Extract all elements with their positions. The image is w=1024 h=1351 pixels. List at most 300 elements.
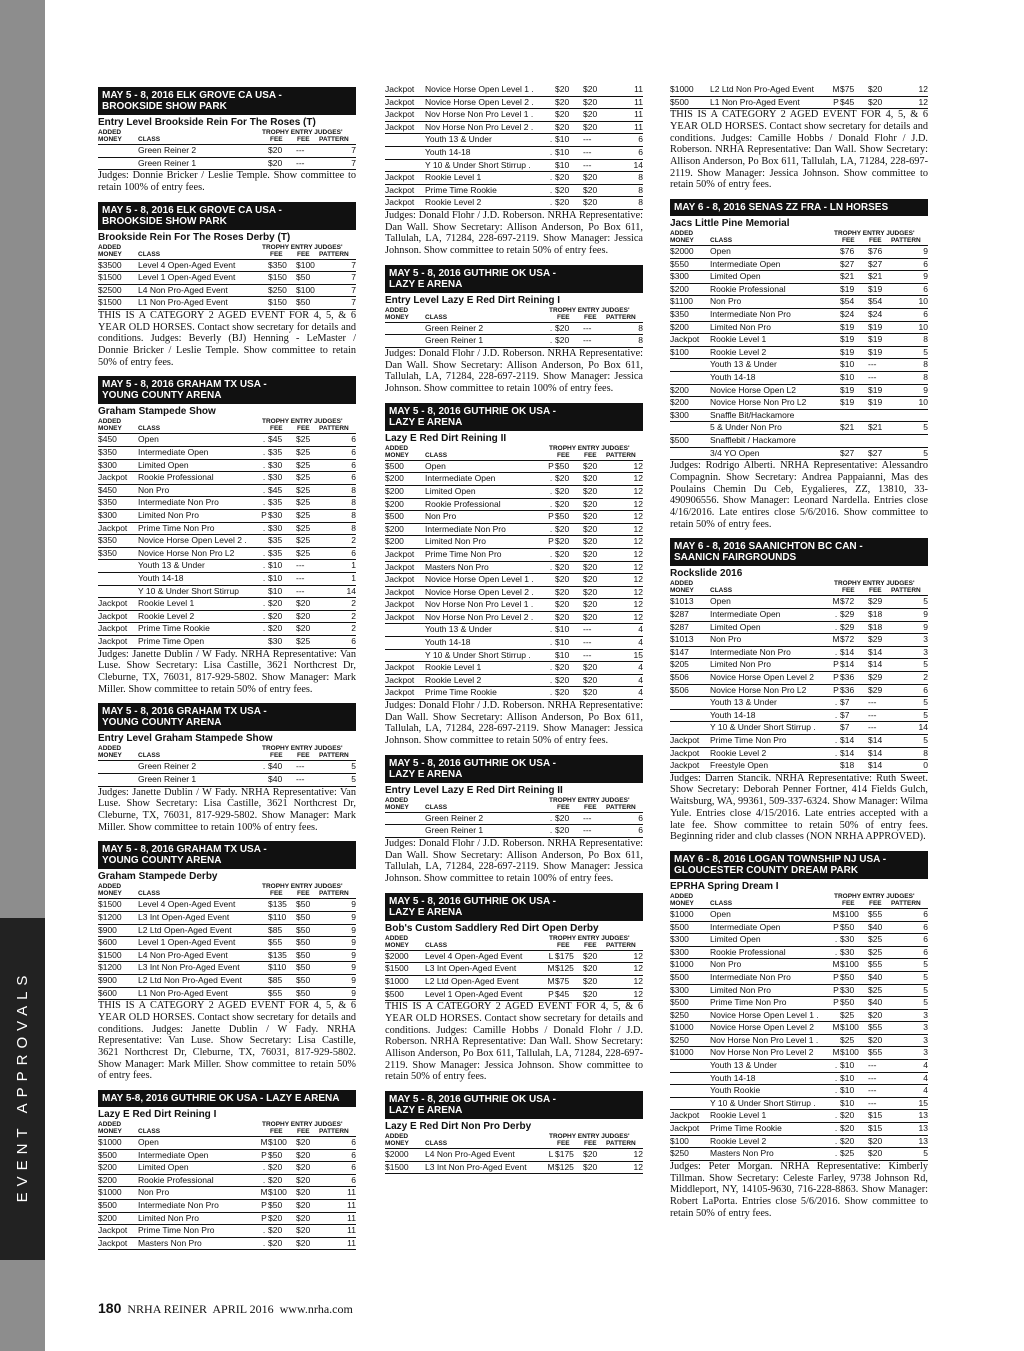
- event-header-line: MAY 6 - 8, 2016 LOGAN TOWNSHIP NJ USA -: [674, 853, 887, 865]
- event-header-line: YOUNG COUNTY ARENA: [102, 855, 222, 867]
- event-header-line: YOUNG COUNTY ARENA: [102, 390, 222, 402]
- added-money-cell: $205: [670, 659, 689, 670]
- pattern-cell: 9: [351, 937, 356, 948]
- entry-fee-cell: $30: [268, 522, 283, 533]
- class-cell: Nov Horse Non Pro Level 2: [710, 1047, 814, 1058]
- added-money-cell: $200: [385, 498, 404, 509]
- entry-fee-cell: $76: [840, 246, 855, 257]
- judges-fee-cell: $25: [296, 535, 311, 546]
- type-cell: [832, 448, 840, 460]
- money-header: MONEY: [385, 941, 409, 949]
- judges-fee-cell: $29: [868, 671, 883, 682]
- pattern-cell: 11: [347, 1237, 356, 1248]
- column-1: [98, 84, 356, 1250]
- judges-fee-cell: $18: [868, 621, 883, 632]
- judges-fee-cell: ---: [583, 637, 592, 648]
- added-money-cell: $1500: [385, 963, 409, 974]
- entry-fee-cell: $20: [268, 157, 283, 168]
- judges-fee-cell: $20: [296, 1149, 311, 1160]
- pattern-cell: 5: [923, 709, 928, 720]
- entry-fee-cell: $20: [555, 536, 570, 547]
- pattern-cell: 6: [923, 309, 928, 320]
- pattern-cell: 3: [923, 634, 928, 645]
- added-money-cell: Jackpot: [385, 599, 415, 610]
- class-cell: Prime Time Non Pro: [710, 997, 787, 1008]
- judges-fee-cell: $25: [296, 434, 311, 445]
- judges-fee-cell: $20: [868, 84, 883, 94]
- judges-fee-cell: $14: [868, 646, 883, 657]
- type-cell: .: [262, 459, 266, 470]
- entry-fee-cell: $21: [840, 271, 855, 282]
- event-block: [98, 202, 356, 369]
- table-row: [385, 599, 643, 612]
- money-header: MONEY: [385, 1140, 409, 1148]
- added-money-cell: $1200: [98, 911, 122, 922]
- added-money-cell: $2500: [98, 284, 122, 295]
- judges-fee-cell: $15: [868, 1110, 883, 1121]
- class-cell: Nov Horse Non Pro Level 1 .: [425, 109, 534, 120]
- added-money-cell: Jackpot: [385, 674, 415, 685]
- type-cell: .: [549, 523, 553, 534]
- pattern-cell: 5: [923, 596, 928, 607]
- entry-fee-cell: $100: [268, 1187, 287, 1198]
- entry-fee-cell: $50: [840, 971, 855, 982]
- pattern-cell: 4: [638, 687, 643, 698]
- fee-header: FEE: [297, 136, 310, 143]
- entry-fee-cell: $45: [555, 988, 570, 999]
- show-name: Brookside Rein For The Roses Derby (T): [98, 231, 291, 243]
- type-cell: [832, 1035, 840, 1047]
- entry-fee-cell: $20: [840, 1110, 855, 1121]
- added-money-cell: $300: [670, 984, 689, 995]
- entry-fee-cell: $30: [840, 946, 855, 957]
- added-money-cell: [385, 160, 425, 172]
- event-header-line: SAANICN FAIRGROUNDS: [674, 552, 797, 564]
- type-cell: .: [834, 747, 838, 758]
- table-row: [670, 1136, 928, 1149]
- added-money-cell: $506: [670, 671, 689, 682]
- entry-fee-cell: $175: [555, 1149, 574, 1160]
- table-row: [98, 1225, 356, 1238]
- class-cell: Limited Open: [138, 1162, 189, 1173]
- class-cell: Novice Horse Open Level 2: [710, 1022, 814, 1033]
- table-row: [670, 622, 928, 635]
- table-header-row: [98, 251, 356, 258]
- added-money-cell: Jackpot: [385, 184, 415, 195]
- class-cell: Nov Horse Non Pro Level 2 .: [425, 121, 534, 132]
- judges-fee-cell: $20: [583, 473, 598, 484]
- table-row: [385, 650, 643, 663]
- issue-date: APRIL 2016: [212, 1302, 274, 1316]
- entry-fee-cell: $20: [555, 574, 570, 585]
- judges-fee-cell: $25: [296, 484, 311, 495]
- pattern-cell: 14: [633, 159, 643, 170]
- class-cell: Limited Non Pro: [710, 659, 771, 670]
- added-money-cell: $900: [98, 924, 117, 935]
- added-money-cell: $200: [385, 485, 404, 496]
- fee-header: FEE: [270, 250, 283, 258]
- pattern-header: PATTERN: [319, 752, 349, 760]
- show-name: Bob's Custom Saddlery Red Dirt Open Derby: [385, 922, 599, 934]
- event-note: Judges: Donnie Bricker / Leslie Temple. Show committee to retain 100% of entry fees.: [98, 170, 356, 193]
- entry-fee-cell: $110: [268, 962, 287, 973]
- fee-header: FEE: [557, 1140, 570, 1148]
- event-block: [385, 893, 643, 1083]
- event-header-line: LAZY E ARENA: [389, 768, 463, 780]
- judges-fee-cell: $25: [296, 635, 311, 646]
- class-cell: L3 Int Open-Aged Event: [138, 911, 230, 922]
- judges-fee-cell: $20: [583, 184, 598, 195]
- entry-fee-cell: $85: [268, 924, 283, 935]
- class-cell: Intermediate Non Pro: [710, 309, 791, 320]
- added-money-cell: Jackpot: [670, 747, 700, 758]
- pattern-cell: 2: [351, 598, 356, 609]
- added-header: ADDED: [670, 580, 694, 588]
- table-header-row: [670, 237, 928, 244]
- table-header-row: [385, 935, 643, 942]
- table-row: [670, 672, 928, 685]
- table-row: [385, 122, 643, 135]
- class-cell: Youth 13 & Under: [138, 560, 205, 571]
- class-cell: Limited Open: [138, 459, 189, 470]
- entry-fee-cell: $150: [268, 272, 287, 283]
- trophy-entry-judges-header: TROPHY ENTRY JUDGES': [549, 306, 630, 314]
- table-row: [670, 334, 928, 347]
- table-row: [98, 497, 356, 510]
- trophy-entry-judges-header: TROPHY ENTRY JUDGES': [262, 418, 343, 426]
- entry-fee-cell: $10: [840, 1097, 855, 1108]
- entry-fee-cell: $10: [555, 146, 570, 157]
- event-header: [385, 1091, 643, 1119]
- type-cell: M: [832, 634, 840, 645]
- pattern-cell: 8: [638, 172, 643, 183]
- event-block: [385, 84, 643, 257]
- entry-fee-cell: $100: [840, 1022, 859, 1033]
- table-header: [98, 745, 356, 761]
- added-money-cell: $147: [670, 646, 689, 657]
- class-cell: Intermediate Non Pro: [138, 1200, 219, 1211]
- table-row: [98, 950, 356, 963]
- event-block: [670, 851, 928, 1219]
- table-row: [670, 1110, 928, 1123]
- entry-fee-cell: $40: [268, 761, 283, 772]
- pattern-cell: 15: [918, 1097, 928, 1108]
- type-cell: .: [834, 646, 838, 657]
- added-money-cell: [670, 722, 710, 734]
- added-money-cell: $200: [670, 283, 689, 294]
- table-row: [98, 962, 356, 975]
- type-cell: [832, 359, 840, 371]
- class-cell: L2 Ltd Open-Aged Event: [425, 976, 519, 987]
- event-block: [670, 199, 928, 530]
- added-header: ADDED: [98, 1121, 122, 1129]
- class-header: CLASS: [710, 237, 733, 245]
- table-row: [670, 735, 928, 748]
- type-cell: .: [549, 548, 553, 559]
- table-row: [385, 185, 643, 198]
- pattern-cell: 10: [918, 321, 928, 332]
- class-cell: Limited Open: [710, 621, 761, 632]
- added-money-cell: $1500: [98, 949, 122, 960]
- added-money-cell: $1500: [98, 272, 122, 283]
- class-cell: Rookie Level 1: [138, 598, 195, 609]
- type-cell: P: [833, 659, 839, 670]
- entry-fee-cell: $25: [840, 1009, 855, 1020]
- event-header-line: MAY 5 - 8, 2016 GUTHRIE OK USA -: [389, 1094, 556, 1106]
- type-cell: .: [262, 1162, 266, 1173]
- header-spacer: [138, 129, 262, 136]
- pattern-cell: 12: [633, 460, 643, 471]
- class-cell: Novice Horse Non Pro L2: [138, 547, 235, 558]
- type-cell: [260, 925, 268, 937]
- pattern-cell: 8: [923, 372, 928, 383]
- entry-fee-cell: $20: [555, 812, 570, 823]
- entry-fee-cell: $10: [268, 573, 283, 584]
- pattern-cell: [902, 410, 928, 422]
- pattern-cell: 8: [638, 184, 643, 195]
- type-cell: .: [262, 1237, 266, 1248]
- entry-fee-cell: $25: [840, 1148, 855, 1159]
- added-money-cell: Jackpot: [98, 623, 128, 634]
- money-header: MONEY: [98, 250, 122, 258]
- pattern-cell: 9: [923, 271, 928, 282]
- entry-fee-cell: $19: [840, 321, 855, 332]
- class-cell: Y 10 & Under Short Stirrup .: [425, 649, 531, 660]
- entry-fee-cell: $20: [555, 335, 570, 346]
- added-money-cell: $350: [98, 497, 117, 508]
- pattern-cell: 8: [351, 510, 356, 521]
- entry-fee-cell: $20: [555, 674, 570, 685]
- added-money-cell: Jackpot: [670, 334, 700, 345]
- table-header-row: [385, 314, 643, 321]
- judges-fee-cell: $25: [868, 984, 883, 995]
- money-header: MONEY: [98, 425, 122, 433]
- type-cell: P: [833, 684, 839, 695]
- fee-header: FEE: [869, 237, 882, 245]
- pattern-header: PATTERN: [319, 250, 349, 258]
- show-name: Entry Level Lazy E Red Dirt Reining I: [385, 294, 561, 306]
- show-name: Graham Stampede Show: [98, 406, 216, 418]
- judges-fee-cell: $20: [583, 586, 598, 597]
- class-cell: Youth 14-18: [425, 637, 471, 648]
- table-row: [98, 586, 356, 599]
- type-cell: P: [261, 510, 267, 521]
- entry-fee-cell: $20: [555, 611, 570, 622]
- judges-fee-cell: $20: [296, 1225, 311, 1236]
- entry-fee-cell: $20: [268, 1225, 283, 1236]
- pattern-cell: 2: [351, 623, 356, 634]
- entry-fee-cell: $20: [840, 1135, 855, 1146]
- table-header-row: [670, 580, 928, 587]
- pattern-cell: 6: [923, 258, 928, 269]
- entry-fee-cell: $7: [840, 709, 850, 720]
- fee-header: FEE: [297, 425, 310, 433]
- type-cell: P: [833, 997, 839, 1008]
- class-cell: Rookie Level 2: [710, 1135, 767, 1146]
- table-row: [385, 989, 643, 1002]
- fee-header: FEE: [584, 803, 597, 811]
- table-row: [98, 560, 356, 573]
- class-cell: Rookie Level 1: [710, 1110, 767, 1121]
- magazine-name: NRHA REINER: [127, 1302, 208, 1316]
- pattern-header: PATTERN: [891, 237, 921, 245]
- fee-header: FEE: [297, 1128, 310, 1136]
- type-cell: .: [834, 934, 838, 945]
- class-cell: L3 Int Non Pro-Aged Event: [425, 1161, 527, 1172]
- added-money-cell: [98, 774, 138, 786]
- type-cell: [832, 246, 840, 258]
- type-cell: .: [549, 674, 553, 685]
- added-money-cell: $550: [670, 258, 689, 269]
- added-money-cell: [385, 637, 425, 649]
- class-cell: Prime Time Rookie: [425, 184, 497, 195]
- class-cell: Intermediate Open: [710, 921, 781, 932]
- event-header: [385, 403, 643, 431]
- pattern-cell: 2: [351, 535, 356, 546]
- table-row: [670, 972, 928, 985]
- entry-fee-cell: $35: [268, 547, 283, 558]
- table-header: [670, 580, 928, 596]
- table-row: [385, 1149, 643, 1162]
- judges-fee-cell: $14: [868, 747, 883, 758]
- table-row: [98, 1187, 356, 1200]
- class-cell: Snaffle Bit/Hackamore: [710, 409, 795, 420]
- trophy-entry-judges-header: TROPHY ENTRY JUDGES': [262, 745, 343, 753]
- entry-fee-cell: $20: [555, 109, 570, 120]
- added-money-cell: $500: [670, 921, 689, 932]
- added-money-cell: $500: [385, 988, 404, 999]
- class-header: CLASS: [138, 1128, 161, 1136]
- judges-fee-cell: $18: [868, 609, 883, 620]
- table-row: [98, 1175, 356, 1188]
- pattern-cell: 12: [633, 963, 643, 974]
- event-note: THIS IS A CATEGORY 2 AGED EVENT FOR 4, 5, & 6 YEAR OLD HORSES. Contact show secretary for details and conditions. Judges: Camille Hobbs / Donald Flohr / J.D. Roberson. NRHA Representative: Dan Wall. Show Secretary: Allison Anderson, Po Box 611, Tallulah, LA, 71284, 228-697-2119. Show Manager: Jessica Johnson. Show committee to retain 50% of entry fees.: [670, 109, 928, 191]
- type-cell: [832, 1010, 840, 1022]
- pattern-cell: 12: [633, 498, 643, 509]
- event-block: [670, 84, 928, 191]
- money-header: MONEY: [98, 136, 122, 143]
- judges-fee-cell: $20: [583, 109, 598, 120]
- entry-fee-cell: $35: [268, 497, 283, 508]
- judges-fee-cell: $29: [868, 634, 883, 645]
- entry-fee-cell: $30: [840, 934, 855, 945]
- entry-fee-cell: $10: [840, 372, 855, 383]
- class-cell: Prime Time Non Pro: [138, 1225, 215, 1236]
- entry-fee-cell: $250: [268, 284, 287, 295]
- added-money-cell: $500: [98, 1200, 117, 1211]
- judges-fee-cell: $29: [868, 684, 883, 695]
- entry-fee-cell: $20: [555, 586, 570, 597]
- judges-fee-cell: $19: [868, 384, 883, 395]
- entry-fee-cell: $350: [268, 259, 287, 270]
- class-cell: Rookie Level 2: [425, 674, 482, 685]
- class-cell: Limited Non Pro: [138, 510, 199, 521]
- added-money-cell: $500: [385, 460, 404, 471]
- judges-fee-cell: $50: [296, 949, 311, 960]
- table-row: [385, 197, 643, 210]
- entry-fee-cell: $20: [555, 184, 570, 195]
- added-money-cell: $250: [670, 1148, 689, 1159]
- pattern-cell: 6: [638, 825, 643, 836]
- event-header: [385, 755, 643, 783]
- added-money-cell: $450: [98, 484, 117, 495]
- table-header-row: [98, 883, 356, 890]
- added-money-cell: [385, 813, 425, 825]
- judges-fee-cell: $20: [583, 611, 598, 622]
- pattern-cell: 7: [351, 157, 356, 168]
- fee-header: FEE: [270, 890, 283, 898]
- class-cell: Green Reiner 1: [138, 157, 197, 168]
- trophy-entry-judges-header: TROPHY ENTRY JUDGES': [549, 1133, 630, 1141]
- added-money-cell: $350: [98, 447, 117, 458]
- table-row: [98, 899, 356, 912]
- table-row: [98, 761, 356, 774]
- event-block: [385, 265, 643, 395]
- table-row: [98, 912, 356, 925]
- added-money-cell: $1000: [670, 908, 694, 919]
- pattern-header: PATTERN: [319, 1128, 349, 1136]
- type-cell: .: [549, 134, 553, 145]
- class-cell: Open: [138, 1137, 159, 1148]
- added-money-cell: Jackpot: [385, 96, 415, 107]
- added-money-cell: Jackpot: [670, 1110, 700, 1121]
- added-money-cell: [670, 697, 710, 709]
- pattern-cell: 11: [634, 84, 643, 94]
- table-row: [670, 271, 928, 284]
- table-row: [670, 722, 928, 735]
- entry-fee-cell: $20: [555, 473, 570, 484]
- entry-fee-cell: $40: [268, 773, 283, 784]
- class-cell: Non Pro: [710, 634, 742, 645]
- table-header: [98, 418, 356, 434]
- table-row: [670, 309, 928, 322]
- type-cell: [260, 988, 268, 1000]
- added-money-cell: [98, 573, 138, 585]
- pattern-cell: 12: [633, 586, 643, 597]
- class-cell: Limited Open: [710, 271, 761, 282]
- pattern-header: PATTERN: [319, 890, 349, 898]
- table-header-row: [98, 752, 356, 759]
- table-row: [670, 959, 928, 972]
- added-money-cell: $3500: [98, 259, 122, 270]
- added-header: ADDED: [385, 306, 409, 314]
- judges-fee-cell: $40: [868, 971, 883, 982]
- type-cell: [260, 937, 268, 949]
- table-header-row: [98, 244, 356, 251]
- type-cell: .: [834, 709, 838, 720]
- table-row: [670, 284, 928, 297]
- added-money-cell: $250: [670, 1009, 689, 1020]
- pattern-header: PATTERN: [606, 1140, 636, 1148]
- type-cell: .: [834, 1072, 838, 1083]
- class-cell: Intermediate Open: [710, 609, 781, 620]
- header-spacer: [425, 935, 549, 942]
- table-row: [670, 909, 928, 922]
- show-name: Lazy E Red Dirt Reining I: [98, 1109, 217, 1121]
- pattern-cell: 9: [351, 924, 356, 935]
- pattern-cell: 9: [923, 384, 928, 395]
- pattern-cell: 8: [638, 197, 643, 208]
- type-cell: .: [262, 560, 266, 571]
- pattern-cell: 4: [923, 1060, 928, 1071]
- table-row: [98, 510, 356, 523]
- event-note: Judges: Donald Flohr / J.D. Roberson. NRHA Representative: Dan Wall. Show Secretary: Allison Anderson, Po Box 611, Tallulah, LA, 71284, 228-697-2119. Show Manager: Jessica Johnson. Show committee to retain 100% of entry fees.: [385, 838, 643, 885]
- table-header: [385, 797, 643, 813]
- judges-fee-cell: $20: [583, 548, 598, 559]
- entry-fee-cell: $27: [840, 447, 855, 458]
- added-money-cell: $1000: [670, 959, 694, 970]
- table-row: [385, 461, 643, 474]
